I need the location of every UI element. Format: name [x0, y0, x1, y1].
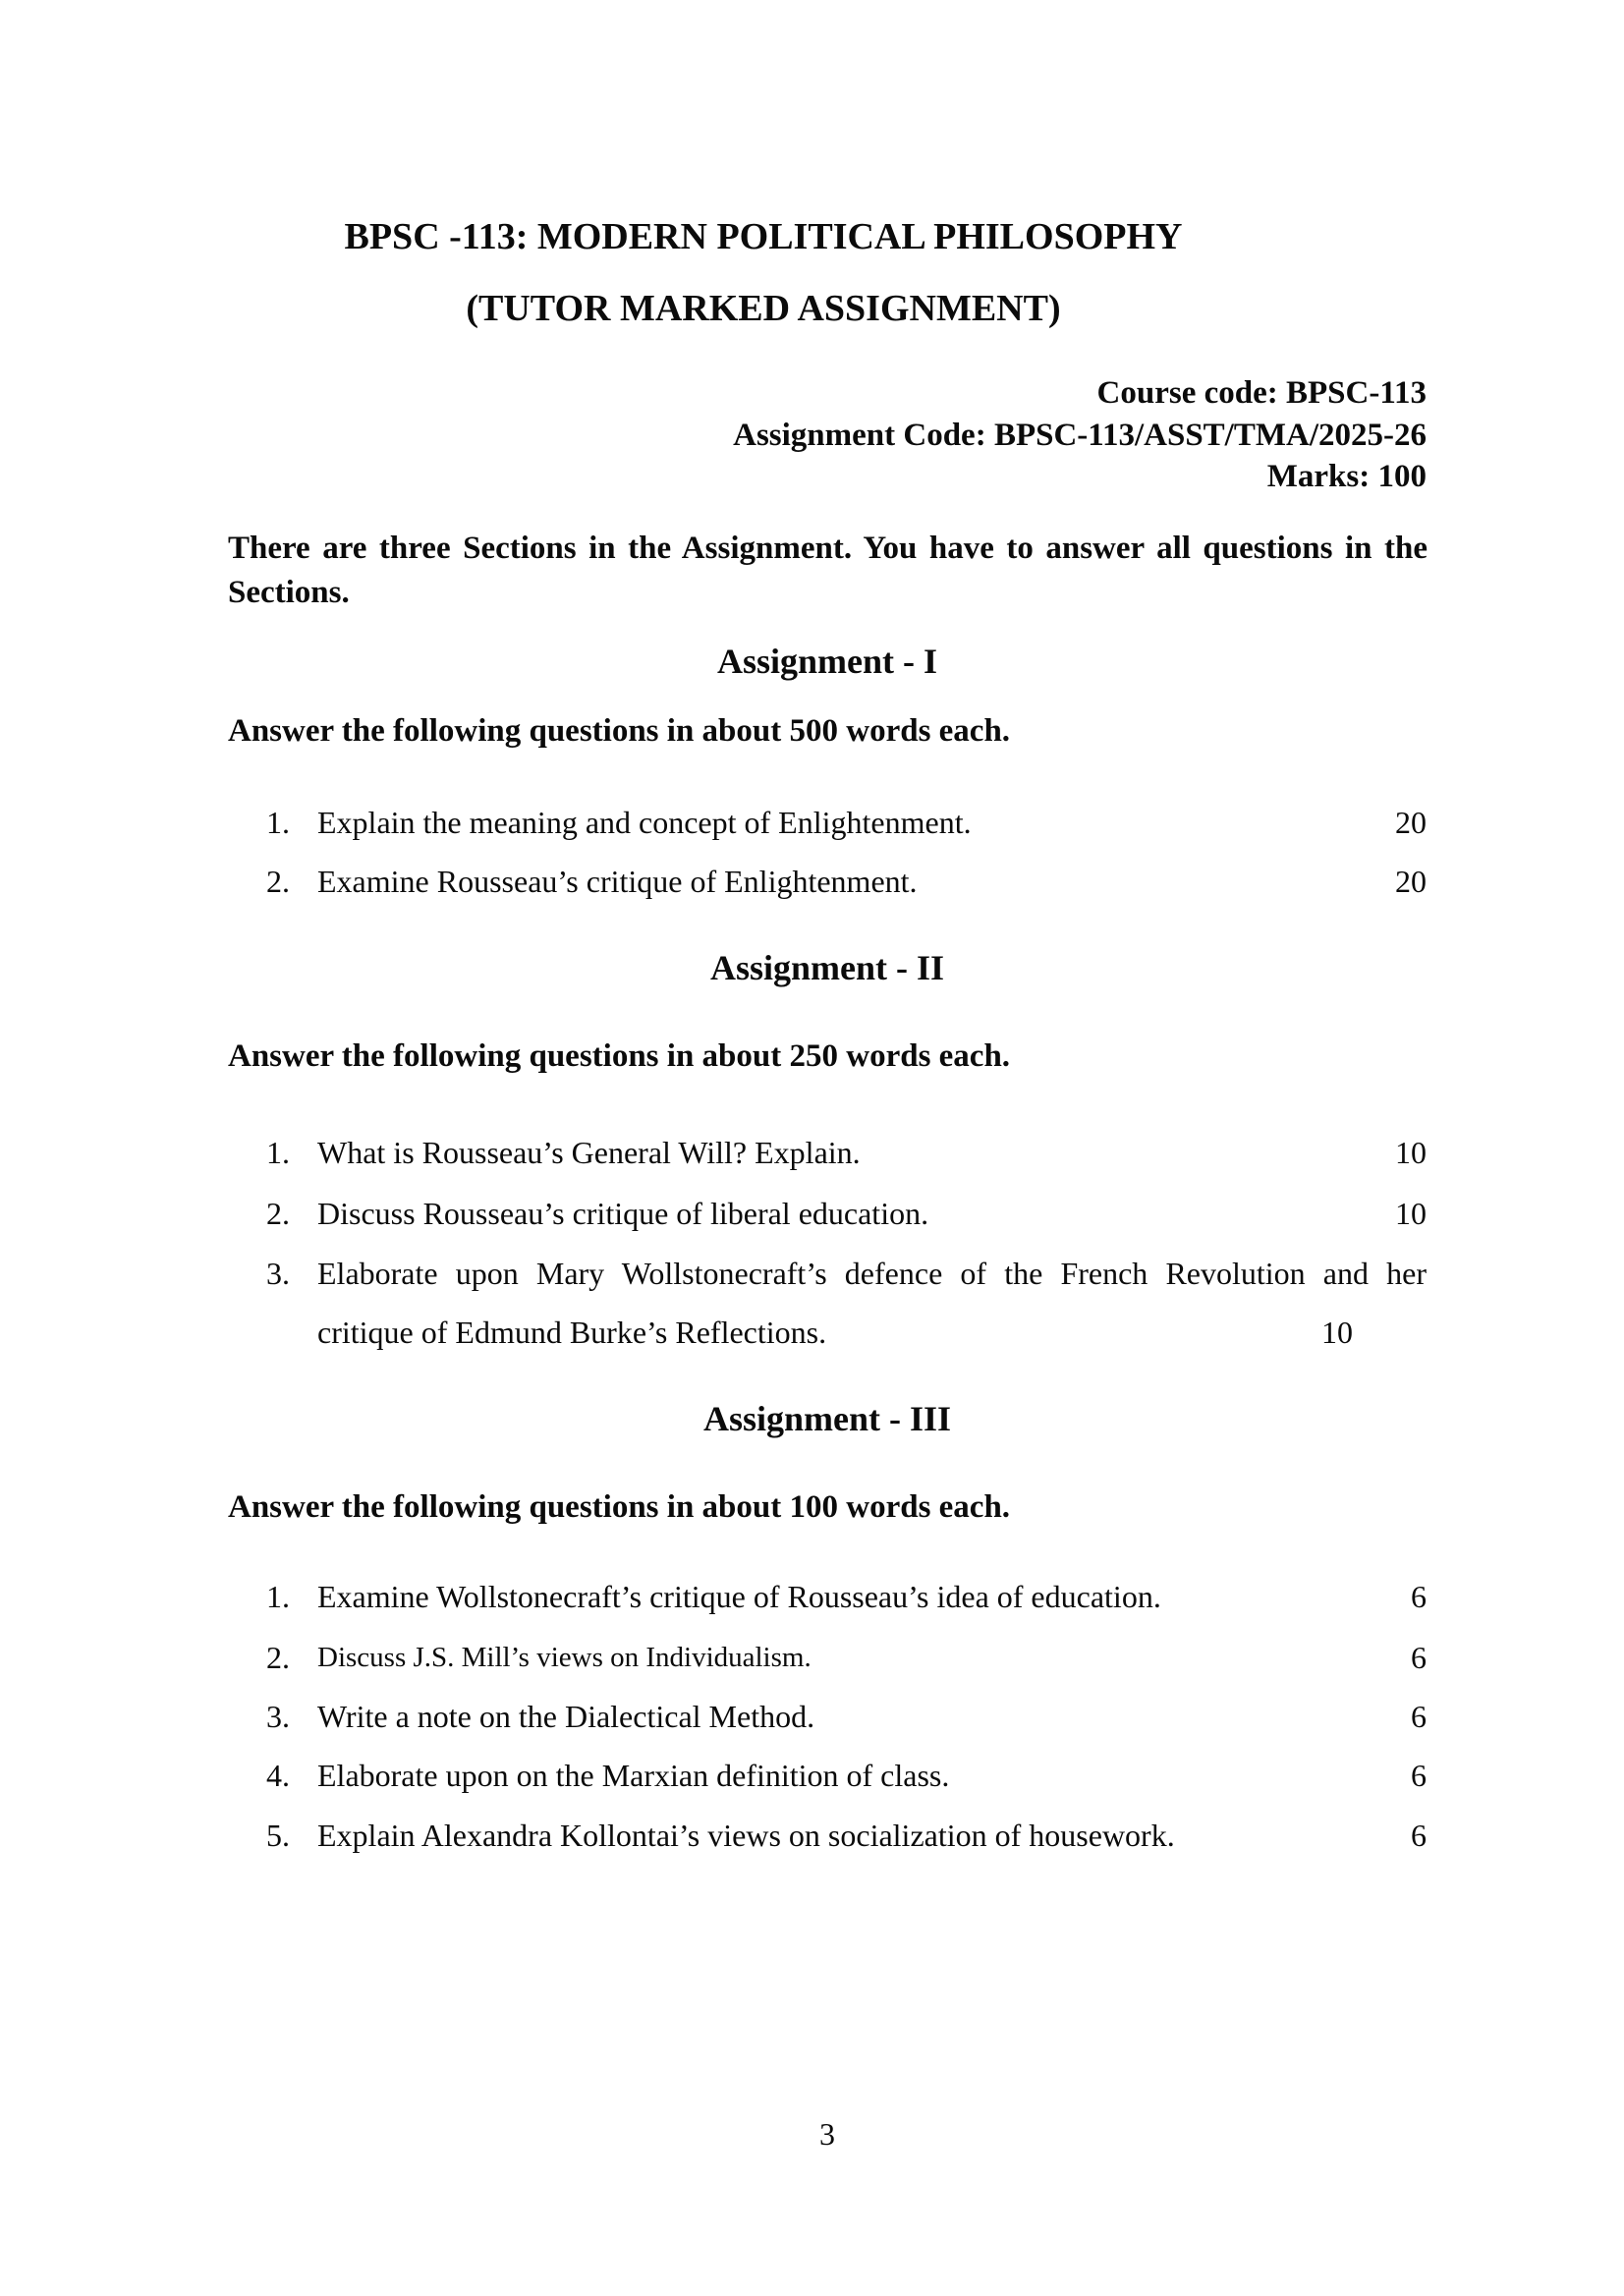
- question-text: Elaborate upon on the Marxian definition of class.: [317, 1758, 950, 1793]
- question-number: 4.: [266, 1758, 290, 1793]
- question-number: 2.: [266, 864, 290, 899]
- question-number: 1.: [266, 1135, 290, 1170]
- question-marks: 6: [1411, 1758, 1427, 1793]
- question-marks: 6: [1411, 1818, 1427, 1853]
- question-marks: 20: [1395, 805, 1427, 840]
- question-number: 1.: [266, 1579, 290, 1614]
- total-marks: Marks: 100: [1266, 459, 1427, 494]
- question-number: 1.: [266, 805, 290, 840]
- question-text: What is Rousseau’s General Will? Explain.: [317, 1135, 861, 1170]
- question-text: Discuss J.S. Mill’s views on Individualism.: [317, 1642, 812, 1673]
- question-marks: 10: [1395, 1196, 1427, 1231]
- section-1-instruction: Answer the following questions in about 500 words each.: [228, 713, 1011, 749]
- section-3-instruction: Answer the following questions in about 100 words each.: [228, 1489, 1011, 1525]
- document-title: BPSC -113: MODERN POLITICAL PHILOSOPHY: [344, 216, 1183, 257]
- section-2-heading: Assignment - II: [709, 948, 945, 987]
- question-text: Explain the meaning and concept of Enlightenment.: [317, 805, 972, 840]
- course-code: Course code: BPSC-113: [1096, 375, 1427, 411]
- question-marks: 6: [1411, 1579, 1427, 1614]
- question-text-line2: critique of Edmund Burke’s Reflections.: [317, 1315, 827, 1350]
- question-marks: 20: [1395, 864, 1427, 899]
- question-marks: 10: [1395, 1135, 1427, 1170]
- question-number: 2.: [266, 1196, 290, 1231]
- question-text: Examine Rousseau’s critique of Enlightenment.: [317, 864, 918, 899]
- intro-text-line1: There are three Sections in the Assignment. You have to answer all questions in the: [228, 531, 1428, 566]
- question-text: Write a note on the Dialectical Method.: [317, 1699, 815, 1734]
- question-text: Examine Wollstonecraft’s critique of Rousseau’s idea of education.: [317, 1579, 1161, 1614]
- intro-text-line2: Sections.: [228, 575, 350, 610]
- section-1-heading: Assignment - I: [716, 642, 937, 681]
- question-text: Discuss Rousseau’s critique of liberal education.: [317, 1196, 929, 1231]
- question-number: 2.: [266, 1640, 290, 1675]
- question-number: 3.: [266, 1699, 290, 1734]
- question-number: 3.: [266, 1256, 290, 1291]
- assignment-code: Assignment Code: BPSC-113/ASST/TMA/2025-26: [733, 418, 1427, 453]
- section-2-instruction: Answer the following questions in about 250 words each.: [228, 1038, 1011, 1074]
- page-number: 3: [819, 2116, 835, 2152]
- question-number: 5.: [266, 1818, 290, 1853]
- question-marks: 10: [1321, 1315, 1353, 1350]
- section-3-heading: Assignment - III: [702, 1399, 952, 1438]
- question-text: Explain Alexandra Kollontai’s views on socialization of housework.: [317, 1818, 1175, 1853]
- question-marks: 6: [1411, 1699, 1427, 1734]
- question-marks: 6: [1411, 1640, 1427, 1675]
- document-subtitle: (TUTOR MARKED ASSIGNMENT): [466, 288, 1061, 329]
- question-text-line1: Elaborate upon Mary Wollstonecraft’s defence of the French Revolution and her: [317, 1256, 1427, 1291]
